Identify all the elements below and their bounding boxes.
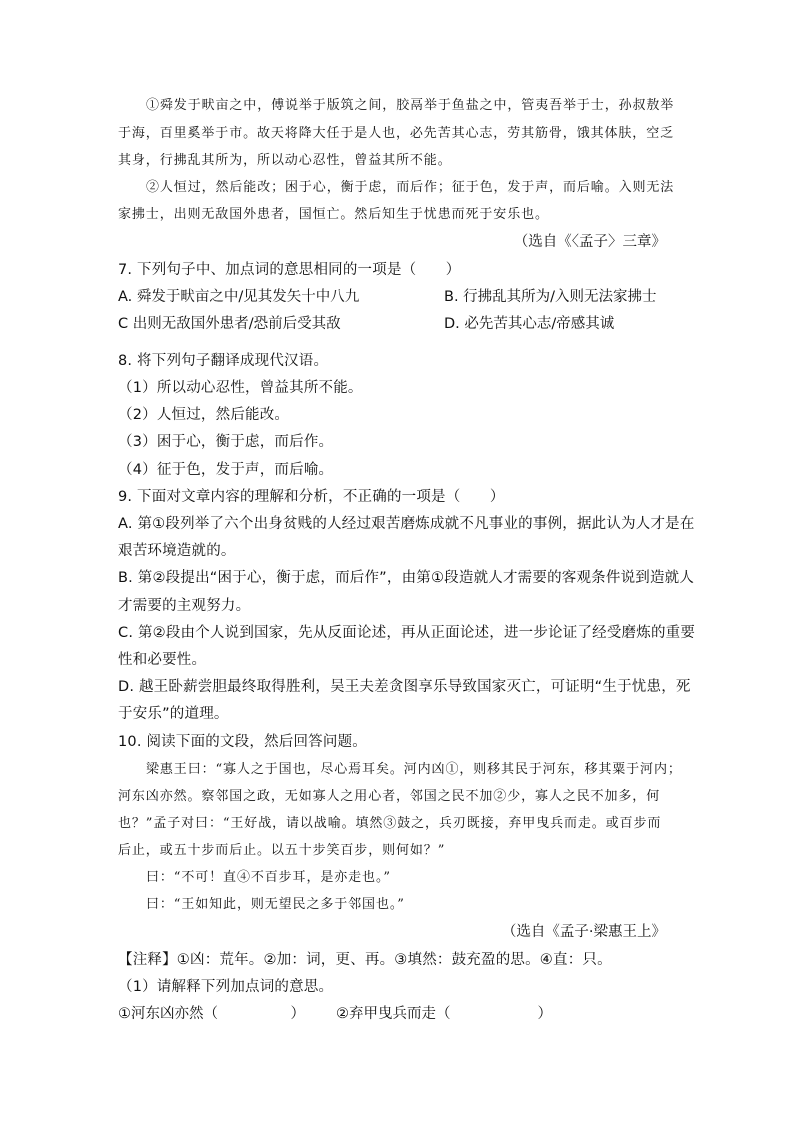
passage1-line-5: 家拂士，出则无敌国外患者，国恒亡。然后知生于忧患而死于安乐也。 xyxy=(118,207,549,222)
q7-stem: 7. 下列句子中、加点词的意思相同的一项是（ ） xyxy=(118,262,461,278)
q7-option-a: A. 舜发于畎亩之中/见其发矢十中八九 xyxy=(118,289,360,305)
q7-option-c: C 出则无敌国外患者/恐前后受其敌 xyxy=(118,316,341,332)
passage1-source: （选自《〈孟子〉三章》 xyxy=(513,234,666,250)
passage1-line-3: 其身，行拂乱其所为，所以动心忍性，曾益其所不能。 xyxy=(118,153,452,168)
q10-passage-line-4: 后止，或五十步而后止。以五十步笑百步，则何如？” xyxy=(118,843,446,858)
q9-option-c-line-1: C. 第②段由个人说到国家，先从反面论述，再从正面论述，进一步论证了经受磨炼的重要 xyxy=(118,625,696,641)
q10-passage-line-2: 河东凶亦然。察邻国之政，无如寡人之用心者，邻国之民不加②少，寡人之民不加多，何 xyxy=(118,789,661,804)
q9-option-a-line-2: 艰苦环境造就的。 xyxy=(118,543,236,559)
q10-blank-1: ①河东凶亦然（ ） xyxy=(118,1006,305,1022)
passage1-line-4: ②人恒过，然后能改；困于心，衡于虑，而后作；征于色，发于声，而后喻。入则无法 xyxy=(146,180,675,195)
passage1-line-1: ①舜发于畎亩之中，傅说举于版筑之间，胶鬲举于鱼盐之中，管夷吾举于士，孙叔敖举 xyxy=(146,98,675,113)
q10-sub-question-1: （1）请解释下列加点词的意思。 xyxy=(118,979,334,995)
q10-blank-2: ②弃甲曳兵而走（ ） xyxy=(336,1006,552,1022)
q9-option-b-line-1: B. 第②段提出“困于心，衡于虑，而后作”，由第①段造就人才需要的客观条件说到造就人 xyxy=(118,570,695,586)
q8-stem: 8. 将下列句子翻译成现代汉语。 xyxy=(118,353,329,369)
q10-stem: 10. 阅读下面的文段，然后回答问题。 xyxy=(118,734,367,750)
q10-passage-line-3: 也？”孟子对曰：“王好战，请以战喻。填然③鼓之，兵刃既接，弃甲曳兵而走。或百步而 xyxy=(118,816,662,831)
q10-passage-line-1: 梁惠王曰：“寡人之于国也，尽心焉耳矣。河内凶①，则移其民于河东，移其粟于河内； xyxy=(146,762,682,777)
q9-option-d-line-2: 于安乐”的道理。 xyxy=(118,706,229,722)
q9-option-d-line-1: D. 越王卧薪尝胆最终取得胜利，吴王夫差贪图享乐导致国家灭亡，可证明“生于忧患，死 xyxy=(118,679,691,695)
q8-item-4: （4）征于色，发于声，而后喻。 xyxy=(118,462,334,478)
q7-option-b: B. 行拂乱其所为/入则无法家拂士 xyxy=(444,289,657,305)
q9-option-a-line-1: A. 第①段列举了六个出身贫贱的人经过艰苦磨炼成就不凡事业的事例，据此认为人才是在 xyxy=(118,516,695,532)
q9-option-c-line-2: 性和必要性。 xyxy=(118,652,207,668)
passage1-line-2: 于海，百里奚举于市。故天将降大任于是人也，必先苦其心志，劳其筋骨，饿其体肤，空乏 xyxy=(118,126,675,141)
q9-option-b-line-2: 才需要的主观努力。 xyxy=(118,598,251,614)
q10-passage-line-6: 曰：“王如知此，则无望民之多于邻国也。” xyxy=(146,897,405,912)
q8-item-3: （3）困于心，衡于虑，而后作。 xyxy=(118,434,334,450)
q8-item-1: （1）所以动心忍性，曾益其所不能。 xyxy=(118,380,363,396)
q8-item-2: （2）人恒过，然后能改。 xyxy=(118,407,290,423)
q10-source: （选自《孟子·梁惠王上》 xyxy=(501,924,666,940)
q7-option-d: D. 必先苦其心志/帝感其诚 xyxy=(444,316,615,332)
q10-passage-line-5: 曰：“不可！直④不百步耳，是亦走也。” xyxy=(146,870,391,885)
q10-notes: 【注释】①凶：荒年。②加：词，更、再。③填然：鼓充盈的思。④直：只。 xyxy=(118,952,612,968)
q9-stem: 9. 下面对文章内容的理解和分析，不正确的一项是（ ） xyxy=(118,489,505,505)
